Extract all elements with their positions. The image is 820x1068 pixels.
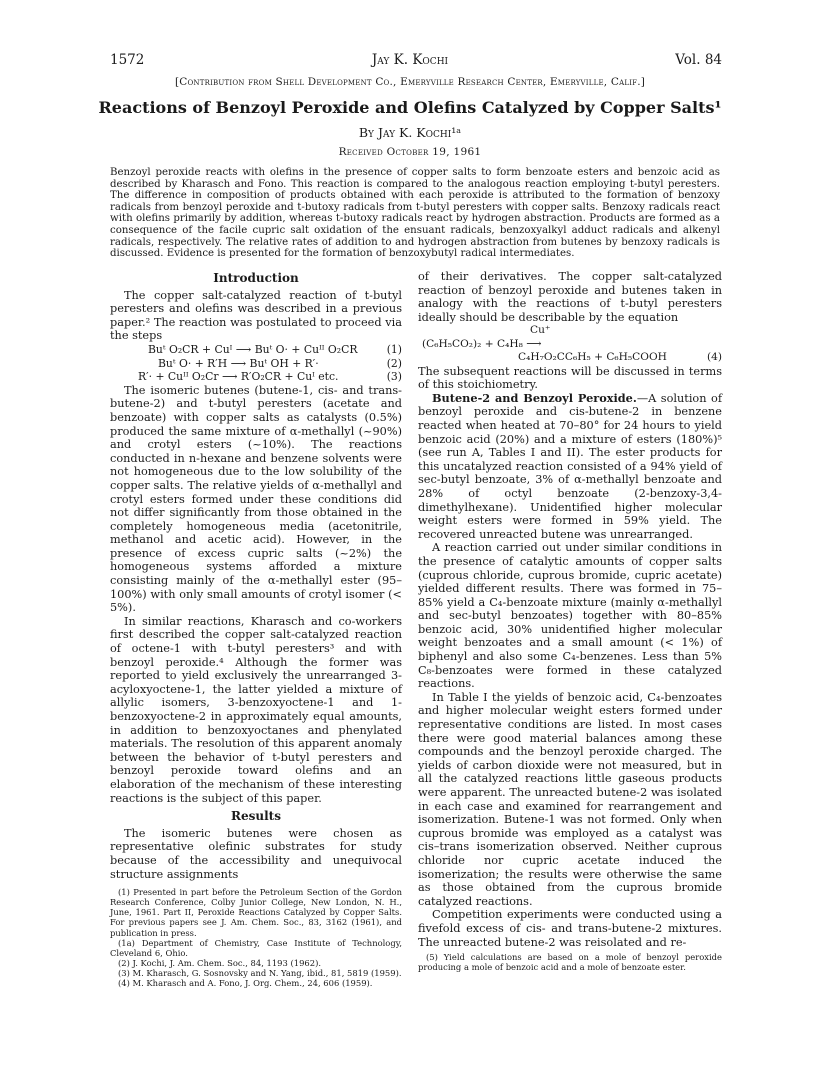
running-author: Jay K. Kochi: [371, 52, 449, 68]
left-column: [110, 270, 402, 988]
byline: By Jay K. Kochi¹ᵃ: [358, 125, 462, 140]
footnote-4: (4) M. Kharasch and A. Fono, J. Org. Chem., 24, 606 (1959).: [118, 977, 373, 988]
equation-4-number: (4): [706, 351, 722, 364]
equation-1: [110, 343, 402, 357]
introduction-heading: Introduction: [213, 271, 299, 285]
right-paragraph-1: of their derivatives. The copper salt-catalyzed reaction of benzoyl peroxide and butenes taken in analogy with the reactions of t-butyl peresters ideally should be describable by the equation: [418, 270, 722, 324]
equation-4-lhs: (C₆H₅CO₂)₂ + C₄H₈ ⟶: [422, 337, 542, 350]
footnote-1a: (1a) Department of Chemistry, Case Institute of Technology, Cleveland 6, Ohio.: [110, 937, 402, 958]
equation-4-rhs: C₄H₇O₂CC₆H₅ + C₆H₅COOH: [518, 351, 667, 364]
equation-4-catalyst: Cu⁺: [530, 324, 551, 337]
equation-2-number: (2): [386, 356, 402, 370]
page-number: 1572: [110, 52, 145, 68]
butene-subheading: Butene-2 and Benzoyl Peroxide.: [432, 390, 637, 405]
right-paragraph-5: In Table I the yields of benzoic acid, C₄-benzoates and higher molecular weight esters formed under representative conditions are listed. In most cases there were good material balances among these compounds and the benzoyl peroxide charged. The yields of carbon dioxide were not measured, but in all the catalyzed reactions little gaseous products were apparent. The unreacted butene-2 was isolated in each case and examined for rearrangement and isomerization. Butene-1 was not formed. Only when cuprous bromide was employed as a catalyst was cis–trans isomerization observed. Neither cuprous chloride nor cupric acetate induced the isomerization; the results were otherwise the same as those obtained from the cuprous bromide catalyzed reactions.: [418, 690, 722, 908]
right-column: [418, 270, 722, 972]
intro-paragraph-3: In similar reactions, Kharasch and co-workers first described the copper salt-catalyzed reaction of octene-1 with t-butyl peresters³ and with benzoyl peroxide.⁴ Although the former was reported to yield exclusively the unrearranged 3-acyloxyoctene-1, the latter yielded a mixture of allylic isomers, 3-benzoxyoctene-1 and 1-benzoxyoctene-2 in approximately equal amounts, in addition to benzoxyoctanes and phenylated materials. The resolution of this apparent anomaly between the behavior of t-butyl peresters and benzoyl peroxide toward olefins and an elaboration of the mechanism of these interesting reactions is the subject of this paper.: [110, 614, 402, 805]
equation-3: [110, 370, 402, 384]
footnote-5: (5) Yield calculations are based on a mole of benzoyl peroxide producing a mole of benzoic acid and a mole of benzoate ester.: [418, 952, 722, 973]
footnote-1: (1) Presented in part before the Petroleum Section of the Gordon Research Conference, Colby Junior College, New London, N. H., June, 1961. Part II, Peroxide Reactions Catalyzed by Copper Salts. For previous papers see J. Am. Chem. Soc., 83, 3162 (1961), and publication in press.: [110, 887, 402, 938]
right-paragraph-2: The subsequent reactions will be discussed in terms of this stoichiometry.: [418, 364, 722, 392]
intro-paragraph-2: The isomeric butenes (butene-1, cis- and trans-butene-2) and t-butyl peresters (acetate and benzoate) with copper salts as catalysts (0.5%) produced the same mixture of α-methallyl (~90%) and crotyl esters (~10%). The reactions conducted in n-hexane and benzene solvents were not homogeneous due to the low solubility of the copper salts. The relative yields of α-methallyl and crotyl esters formed under these conditions did not differ significantly from those obtained in the completely homogeneous media (acetonitrile, methanol and acetic acid). However, in the presence of excess cupric salts (~2%) the homogeneous systems afforded a mixture consisting mainly of the α-methallyl ester (95–100%) with only small amounts of crotyl isomer (< 5%).: [110, 383, 402, 615]
results-heading: Results: [231, 809, 281, 824]
footnote-2: (2) J. Kochi, J. Am. Chem. Soc., 84, 1193 (1962).: [118, 957, 322, 968]
footnote-3: (3) M. Kharasch, G. Sosnovsky and N. Yang, ibid., 81, 5819 (1959).: [118, 967, 402, 978]
intro-paragraph-1: The copper salt-catalyzed reaction of t-butyl peresters and olefins was described in a previous paper.² The reaction was postulated to proceed via the steps: [110, 288, 402, 343]
equation-1-text: Buᵗ O₂CR + Cuᴵ ⟶ Buᵗ O· + Cuᴵᴵ O₂CR: [148, 342, 358, 356]
volume-label: Vol. 84: [675, 52, 722, 68]
equation-2: [110, 357, 402, 371]
article-title: Reactions of Benzoyl Peroxide and Olefins Catalyzed by Copper Salts¹: [98, 98, 722, 117]
equation-3-text: R′· + Cuᴵᴵ O₂Cr ⟶ R′O₂CR + Cuᴵ etc.: [138, 370, 339, 384]
equation-4: [418, 324, 722, 364]
abstract: Benzoyl peroxide reacts with olefins in the presence of copper salts to form benzoate esters and benzoic acid as described by Kharasch and Fono. This reaction is compared to the analogous reaction employing t-butyl peresters. The difference in composition of products obtained with each peroxide is attributed to the formation of benzoxy radicals from benzoyl peroxide and t-butoxy radicals from t-butyl peresters with copper salts. Benzoxy radicals react with olefins primarily by addition, whereas t-butoxy radicals react by hydrogen abstraction. Products are formed as a consequence of the facile cupric salt oxidation of the ensuant radicals, benzoxyalkyl adduct radicals and alkenyl radicals, respectively. The relative rates of addition to and hydrogen abstraction from butenes by benzoxy radicals is discussed. Evidence is presented for the formation of benzoxybutyl radical intermediates.: [110, 167, 720, 260]
footnotes-left: [110, 887, 402, 988]
right-paragraph-4: A reaction carried out under similar conditions in the presence of catalytic amounts of copper salts (cuprous chloride, cuprous bromide, cupric acetate) yielded different results. There was formed in 75–85% yield a C₄-benzoate mixture (mainly α-methallyl and sec-butyl benzoates) together with 80–85% benzoic acid, 30% unidentified higher molecular weight benzoates and a small amount (< 1%) of biphenyl and also some C₄-benzenes. Less than 5% C₈-benzoates were formed in these catalyzed reactions.: [418, 541, 722, 691]
right-paragraph-3: [418, 392, 722, 542]
right-paragraph-3-text: —A solution of benzoyl peroxide and cis-butene-2 in benzene reacted when heated at 70–80° for 24 hours to yield benzoic acid (20%) and a mixture of esters (180%)⁵ (see run A, Tables I and II). The ester products for this uncatalyzed reaction consisted of a 94% yield of sec-butyl benzoate, 3% of α-methallyl benzoate and 28% of octyl benzoate (2-benzoxy-3,4-dimethylhexane). Unidentified higher molecular weight esters were formed in 59% yield. The recovered unreacted butene was unrearranged.: [418, 391, 723, 541]
received-date: Received October 19, 1961: [338, 146, 482, 158]
equation-3-number: (3): [386, 370, 402, 384]
right-paragraph-6: Competition experiments were conducted using a fivefold excess of cis- and trans-butene-2 mixtures. The unreacted butene-2 was reisolated and re-: [418, 908, 722, 949]
footnotes-right: [418, 952, 722, 972]
contribution-line: [Contribution from Shell Development Co., Emeryville Research Center, Emeryville, Calif.]: [174, 76, 646, 88]
equation-1-number: (1): [386, 342, 402, 356]
equation-2-text: Buᵗ O· + R′H ⟶ Buᵗ OH + R′·: [158, 356, 319, 370]
results-paragraph-1: The isomeric butenes were chosen as representative olefinic substrates for study because of the accessibility and unequivocal structure assignments: [110, 826, 402, 881]
